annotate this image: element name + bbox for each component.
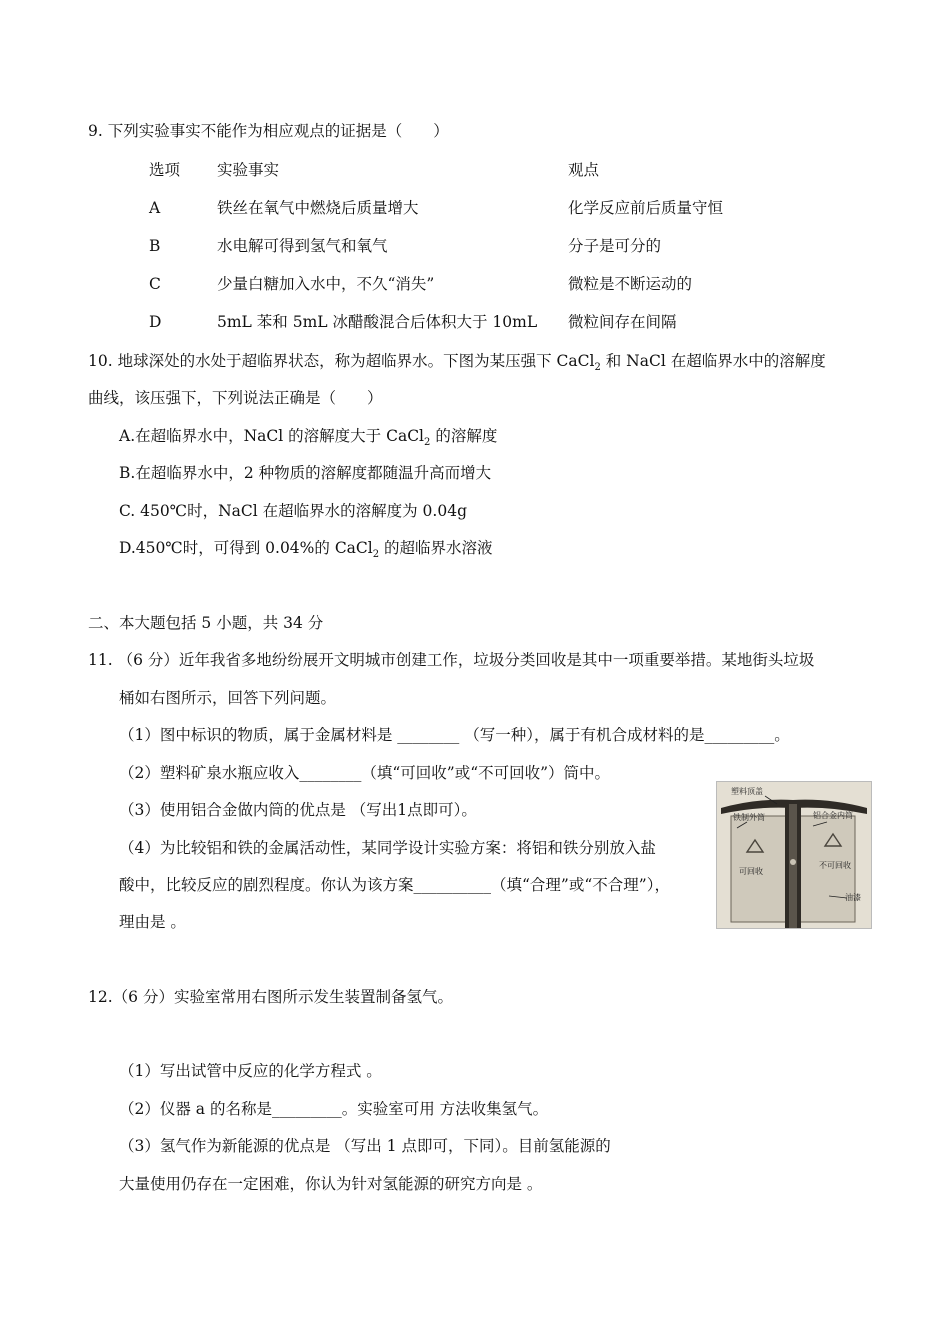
figure-label-outer: 铁制外筒 (733, 813, 765, 822)
q9-row-option: C (149, 275, 161, 293)
q11-part3: （3）使用铝合金做内筒的优点是 （写出1点即可）。 (119, 801, 477, 819)
q9-header-view: 观点 (568, 161, 600, 179)
figure-label-recyclable: 可回收 (739, 867, 763, 876)
q11-part4-line3: 理由是 。 (119, 913, 186, 931)
q10-option-c: C. 450℃时，NaCl 在超临界水的溶解度为 0.04g (119, 502, 467, 520)
q11-part2: （2）塑料矿泉水瓶应收入________（填“可回收”或“不可回收”）筒中。 (119, 764, 611, 782)
q10-option-a: A.在超临界水中，NaCl 的溶解度大于 CaCl$_2$ 的溶解度 (119, 427, 498, 448)
q9-row-view: 分子是可分的 (568, 237, 662, 255)
q9-row-fact: 水电解可得到氢气和氧气 (217, 237, 388, 255)
trash-bin-figure (716, 781, 872, 929)
section-heading: 二、本大题包括 5 小题，共 34 分 (88, 614, 324, 632)
figure-label-nonrecyclable: 不可回收 (819, 861, 851, 870)
q10-option-b: B.在超临界水中，2 种物质的溶解度都随温升高而增大 (119, 464, 492, 482)
q12-part1: （1）写出试管中反应的化学方程式 。 (119, 1062, 382, 1080)
q11-part4-line2: 酸中，比较反应的剧烈程度。你认为该方案__________（填“合理”或“不合理”）， (119, 876, 670, 894)
q9-row-fact: 少量白糖加入水中，不久“消失” (217, 275, 435, 293)
figure-label-lid: 塑料顶盖 (731, 787, 763, 796)
figure-label-paint: 油漆 (845, 893, 861, 902)
q12-part3: （3）氢气作为新能源的优点是 （写出 1 点即可，下同）。目前氢能源的 (119, 1137, 611, 1155)
q9-row-option: A (149, 199, 161, 217)
q9-row-option: B (149, 237, 161, 255)
q9-stem: 9. 下列实验事实不能作为相应观点的证据是（ ） (88, 122, 449, 140)
q9-row-view: 微粒是不断运动的 (568, 275, 693, 293)
q9-header-option: 选项 (149, 161, 181, 179)
q9-row-fact: 5mL 苯和 5mL 冰醋酸混合后体积大于 10mL (217, 313, 538, 331)
q9-row-fact: 铁丝在氧气中燃烧后质量增大 (217, 199, 419, 217)
q11-part1: （1）图中标识的物质，属于金属材料是 ________ （写一种），属于有机合成材料的是_________。 (119, 726, 790, 744)
trash-bin-illustration (717, 782, 871, 928)
q9-header-fact: 实验事实 (217, 161, 280, 179)
q12-part3-line2: 大量使用仍存在一定困难，你认为针对氢能源的研究方向是 。 (119, 1175, 543, 1193)
q10-stem-line2: 曲线，该压强下，下列说法正确是（ ） (88, 389, 383, 407)
q11-stem-line2: 桶如右图所示，回答下列问题。 (119, 689, 337, 707)
q9-row-view: 微粒间存在间隔 (568, 313, 677, 331)
q10-option-d: D.450℃时，可得到 0.04%的 CaCl$_2$ 的超临界水溶液 (119, 539, 493, 560)
q11-stem: 11. （6 分）近年我省多地纷纷展开文明城市创建工作，垃圾分类回收是其中一项重要举措。某地街头垃圾 (88, 651, 815, 669)
q11-part4: （4）为比较铝和铁的金属活动性，某同学设计实验方案：将铝和铁分别放入盐 (119, 839, 656, 857)
q9-row-view: 化学反应前后质量守恒 (568, 199, 724, 217)
figure-label-inner: 铝合金内筒 (813, 811, 853, 820)
q12-part2: （2）仪器 a 的名称是_________。实验室可用 方法收集氢气。 (119, 1100, 549, 1118)
q10-stem: 10. 地球深处的水处于超临界状态，称为超临界水。下图为某压强下 CaCl$_2$ 和 NaCl 在超临界水中的溶解度 (88, 352, 826, 373)
q12-stem: 12.（6 分）实验室常用右图所示发生装置制备氢气。 (88, 988, 453, 1006)
q9-row-option: D (149, 313, 162, 331)
